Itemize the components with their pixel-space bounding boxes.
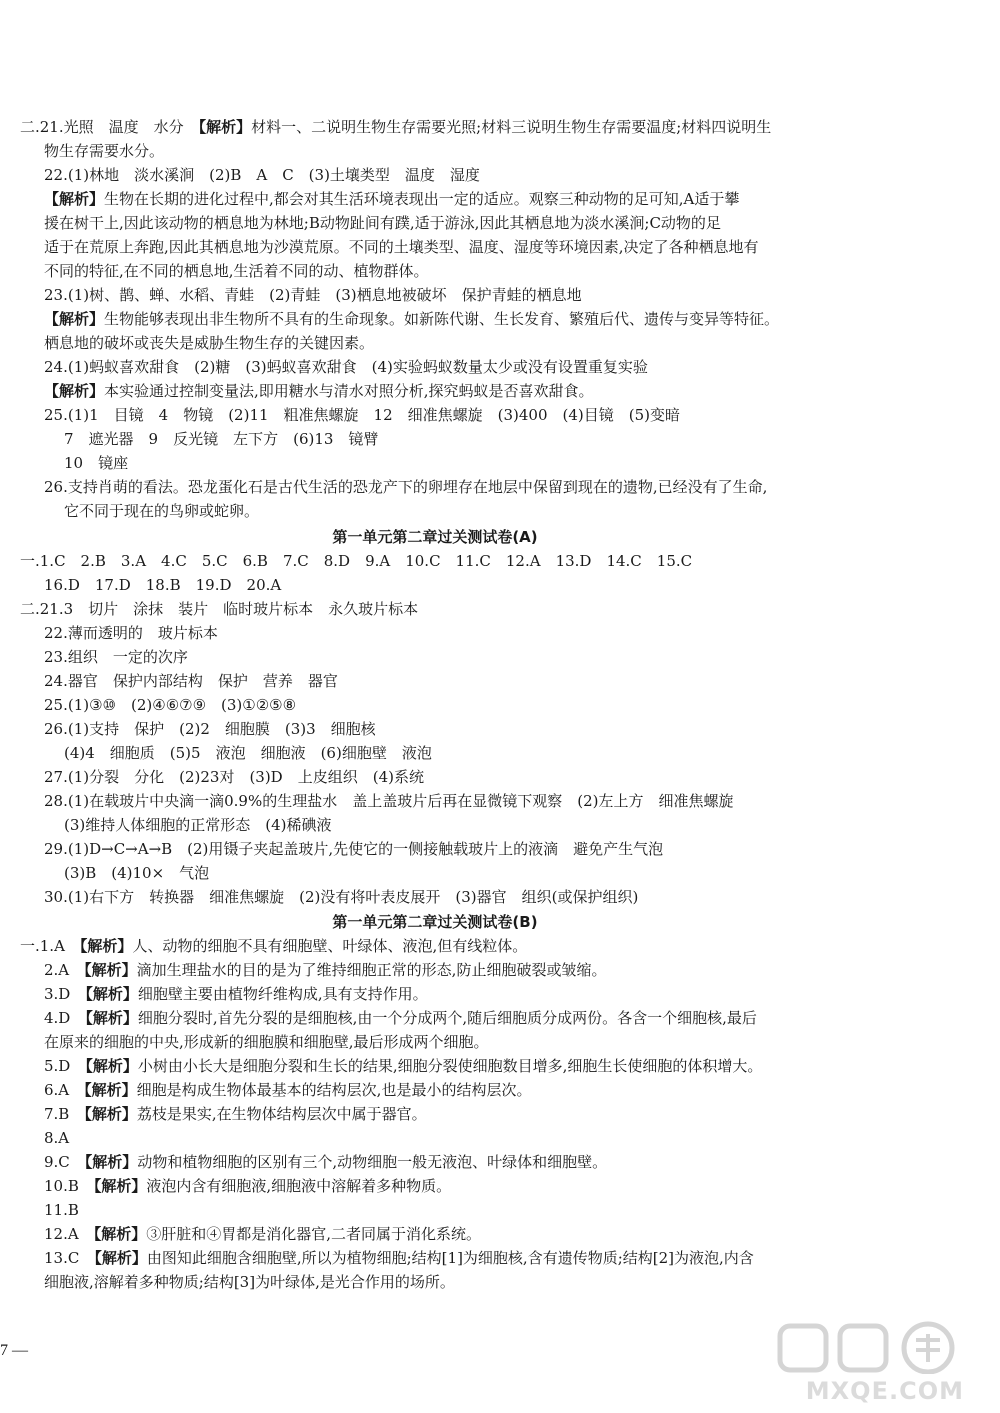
answer-text: 一.1.A <box>20 937 80 955</box>
answer-line <box>64 743 432 763</box>
answer-text: 10.B <box>44 1177 94 1195</box>
answer-line <box>44 165 480 185</box>
answer-text: 5.D <box>44 1057 86 1075</box>
answer-text: 16.D 17.D 18.B 19.D 20.A <box>44 576 282 594</box>
analysis-label: 【解析】 <box>198 118 252 136</box>
analysis-text: 人、动物的细胞不具有细胞壁、叶绿体、液泡,但有线粒体。 <box>132 937 528 955</box>
answer-line <box>44 791 733 811</box>
answer-text: 6.A <box>44 1081 85 1099</box>
analysis-label: 【解析】 <box>44 382 105 400</box>
answer-text: 28.(1)在载玻片中央滴一滴0.9%的生理盐水 盖上盖玻片后再在显微镜下观察 (2)左上方 细准焦螺旋 <box>44 792 734 810</box>
answer-text: 22.薄而透明的 玻片标本 <box>44 624 218 642</box>
answer-line <box>44 719 376 739</box>
answer-line <box>44 839 663 859</box>
answer-text: 适于在荒原上奔跑,因此其栖息地为沙漠荒原。不同的土壤类型、温度、湿度等环境因素,决定了各种栖息地有 <box>44 238 759 256</box>
analysis-text: 细胞是构成生物体最基本的结构层次,也是最小的结构层次。 <box>136 1081 532 1099</box>
analysis-text: 荔枝是果实,在生物体结构层次中属于器官。 <box>136 1105 427 1123</box>
analysis-text: 本实验通过控制变量法,即用糖水与清水对照分析,探究蚂蚁是否喜欢甜食。 <box>104 382 594 400</box>
analysis-label: 【解析】 <box>93 1225 147 1243</box>
answer-text: 23.(1)树、鹊、蝉、水稻、青蛙 (2)青蛙 (3)栖息地被破坏 保护青蛙的栖息地 <box>44 286 582 304</box>
answer-text: 一.1.C 2.B 3.A 4.C 5.C 6.B 7.C 8.D 9.A 10.C 11.C 12.A 13.D 14.C 15.C <box>20 552 693 570</box>
answer-line <box>44 1008 757 1028</box>
answer-line <box>44 1248 754 1268</box>
answer-line <box>64 453 128 473</box>
answer-line <box>64 815 332 835</box>
watermark <box>770 1320 970 1405</box>
answer-line <box>44 381 594 401</box>
answer-text: 22.(1)林地 淡水溪涧 (2)B A C (3)土壤类型 温度 湿度 <box>44 166 480 184</box>
answer-line <box>44 237 759 257</box>
answer-line <box>64 863 209 883</box>
analysis-text: 动物和植物细胞的区别有三个,动物细胞一般无液泡、叶绿体和细胞壁。 <box>137 1153 608 1171</box>
analysis-label: 【解析】 <box>94 1249 147 1267</box>
answer-text: 26.支持肖萌的看法。恐龙蛋化石是古代生活的恐龙产下的卵埋存在地层中保留到现在的遗物,已经没有了生命, <box>44 478 768 496</box>
answer-text: 30.(1)右下方 转换器 细准焦螺旋 (2)没有将叶表皮展开 (3)器官 组织(或保护组织) <box>44 888 639 906</box>
answer-line <box>20 599 418 619</box>
answer-line <box>44 1056 762 1076</box>
answer-line <box>44 984 428 1004</box>
answer-text: 4.D <box>44 1009 86 1027</box>
answer-text: (4)4 细胞质 (5)5 液泡 细胞液 (6)细胞壁 液泡 <box>64 744 432 762</box>
section-title: 第一单元第二章过关测试卷(A) <box>332 528 538 546</box>
analysis-label: 【解析】 <box>85 1009 138 1027</box>
answer-line <box>44 1176 451 1196</box>
answer-text: 栖息地的破坏或丧失是威胁生物生存的关键因素。 <box>44 334 375 352</box>
page-number: 7 — <box>0 1342 28 1359</box>
analysis-text: ③肝脏和④胃都是消化器官,二者同属于消化系统。 <box>146 1225 481 1243</box>
answer-line <box>44 1272 455 1292</box>
answer-text: 7.B <box>44 1105 85 1123</box>
answer-text: (3)维持人体细胞的正常形态 (4)稀碘液 <box>64 816 332 834</box>
analysis-label: 【解析】 <box>84 961 137 979</box>
analysis-label: 【解析】 <box>84 1153 138 1171</box>
answer-line <box>44 1104 427 1124</box>
answer-line <box>44 767 424 787</box>
answer-line <box>20 117 771 137</box>
answer-line <box>44 405 680 425</box>
answer-text: 3.D <box>44 985 86 1003</box>
answer-text: 23.组织 一定的次序 <box>44 648 188 666</box>
answer-text: 24.器官 保护内部结构 保护 营养 器官 <box>44 672 338 690</box>
watermark-logo-icon <box>770 1320 970 1374</box>
answer-line <box>44 671 338 691</box>
analysis-label: 【解析】 <box>44 310 105 328</box>
analysis-label: 【解析】 <box>85 985 138 1003</box>
answer-line <box>44 887 638 907</box>
answer-text: 25.(1)③⑩ (2)④⑥⑦⑨ (3)①②⑤⑧ <box>44 696 297 714</box>
answer-text: 细胞液,溶解着多种物质;结构[3]为叶绿体,是光合作用的场所。 <box>44 1273 455 1291</box>
answer-line <box>44 141 164 161</box>
answer-line <box>44 1200 79 1220</box>
section-title: 第一单元第二章过关测试卷(B) <box>332 913 538 931</box>
answer-line <box>44 1032 489 1052</box>
answer-line <box>44 309 779 329</box>
answer-text: 它不同于现在的鸟卵或蛇卵。 <box>64 502 260 520</box>
answer-text: 25.(1)1 目镜 4 物镜 (2)11 粗准焦螺旋 12 细准焦螺旋 (3)400 (4)目镜 (5)变暗 <box>44 406 680 424</box>
watermark-text: MXQE.COM <box>805 1377 964 1405</box>
analysis-text: 生物在长期的进化过程中,都会对其生活环境表现出一定的适应。观察三种动物的足可知,A适于攀 <box>104 190 740 208</box>
answer-line <box>44 695 296 715</box>
answer-text: 2.A <box>44 961 85 979</box>
answer-text: (3)B (4)10× 气泡 <box>64 864 210 882</box>
answer-text: 7 遮光器 9 反光镜 左下方 (6)13 镜臂 <box>64 430 379 448</box>
analysis-label: 【解析】 <box>85 1057 138 1075</box>
answer-line <box>44 1080 531 1100</box>
answer-text: 援在树干上,因此该动物的栖息地为林地;B动物趾间有蹼,适于游泳,因此其栖息地为淡水溪涧;C动物的足 <box>44 214 721 232</box>
answer-line <box>20 551 692 571</box>
answer-text: 12.A <box>44 1225 94 1243</box>
analysis-text: 材料一、二说明生物生存需要光照;材料三说明生物生存需要温度;材料四说明生 <box>251 118 772 136</box>
answer-line <box>44 189 739 209</box>
answer-line <box>44 1128 69 1148</box>
analysis-text: 由图知此细胞含细胞壁,所以为植物细胞;结构[1]为细胞核,含有遗传物质;结构[2]为液泡,内含 <box>146 1249 754 1267</box>
answer-line <box>44 285 582 305</box>
answer-line <box>44 623 218 643</box>
answer-text: 13.C <box>44 1249 95 1267</box>
analysis-text: 生物能够表现出非生物所不具有的生命现象。如新陈代谢、生长发育、繁殖后代、遗传与变异等特征。 <box>104 310 780 328</box>
answer-line <box>44 213 721 233</box>
answer-line <box>44 575 281 595</box>
answer-line <box>44 1224 481 1244</box>
analysis-label: 【解析】 <box>84 1081 137 1099</box>
answer-text: 物生存需要水分。 <box>44 142 165 160</box>
answer-text: 11.B <box>44 1201 79 1219</box>
analysis-label: 【解析】 <box>44 190 105 208</box>
answer-line <box>44 477 767 497</box>
answer-text: 27.(1)分裂 分化 (2)23对 (3)D 上皮组织 (4)系统 <box>44 768 424 786</box>
answer-line <box>44 333 374 353</box>
answer-line <box>64 501 259 521</box>
analysis-text: 小树由小长大是细胞分裂和生长的结果,细胞分裂使细胞数目增多,细胞生长使细胞的体积增大。 <box>137 1057 763 1075</box>
analysis-label: 【解析】 <box>79 937 133 955</box>
answer-text: 在原来的细胞的中央,形成新的细胞膜和细胞壁,最后形成两个细胞。 <box>44 1033 489 1051</box>
answer-text: 9.C <box>44 1153 85 1171</box>
answer-text: 29.(1)D→C→A→B (2)用镊子夹起盖玻片,先使它的一侧接触载玻片上的液滴 避免产生气泡 <box>44 840 664 858</box>
answer-line <box>44 960 606 980</box>
answer-line <box>44 261 429 281</box>
answer-text: 不同的特征,在不同的栖息地,生活着不同的动、植物群体。 <box>44 262 429 280</box>
analysis-text: 细胞壁主要由植物纤维构成,具有支持作用。 <box>137 985 428 1003</box>
answer-text: 二.21.光照 温度 水分 <box>20 118 199 136</box>
answer-text: 26.(1)支持 保护 (2)2 细胞膜 (3)3 细胞核 <box>44 720 376 738</box>
analysis-text: 细胞分裂时,首先分裂的是细胞核,由一个分成两个,随后细胞质分成两份。各含一个细胞核,最后 <box>137 1009 757 1027</box>
answer-text: 24.(1)蚂蚁喜欢甜食 (2)糖 (3)蚂蚁喜欢甜食 (4)实验蚂蚁数量太少或没有设置重复实验 <box>44 358 648 376</box>
answer-line <box>20 936 527 956</box>
answer-text: 10 镜座 <box>64 454 129 472</box>
analysis-label: 【解析】 <box>84 1105 137 1123</box>
analysis-text: 液泡内含有细胞液,细胞液中溶解着多种物质。 <box>146 1177 452 1195</box>
answer-line <box>44 1152 607 1172</box>
answer-line <box>44 357 648 377</box>
answer-line <box>44 647 188 667</box>
analysis-label: 【解析】 <box>93 1177 147 1195</box>
answer-text: 二.21.3 切片 涂抹 装片 临时玻片标本 永久玻片标本 <box>20 600 419 618</box>
analysis-text: 滴加生理盐水的目的是为了维持细胞正常的形态,防止细胞破裂或皱缩。 <box>136 961 607 979</box>
answer-text: 8.A <box>44 1129 70 1147</box>
answer-line <box>64 429 378 449</box>
